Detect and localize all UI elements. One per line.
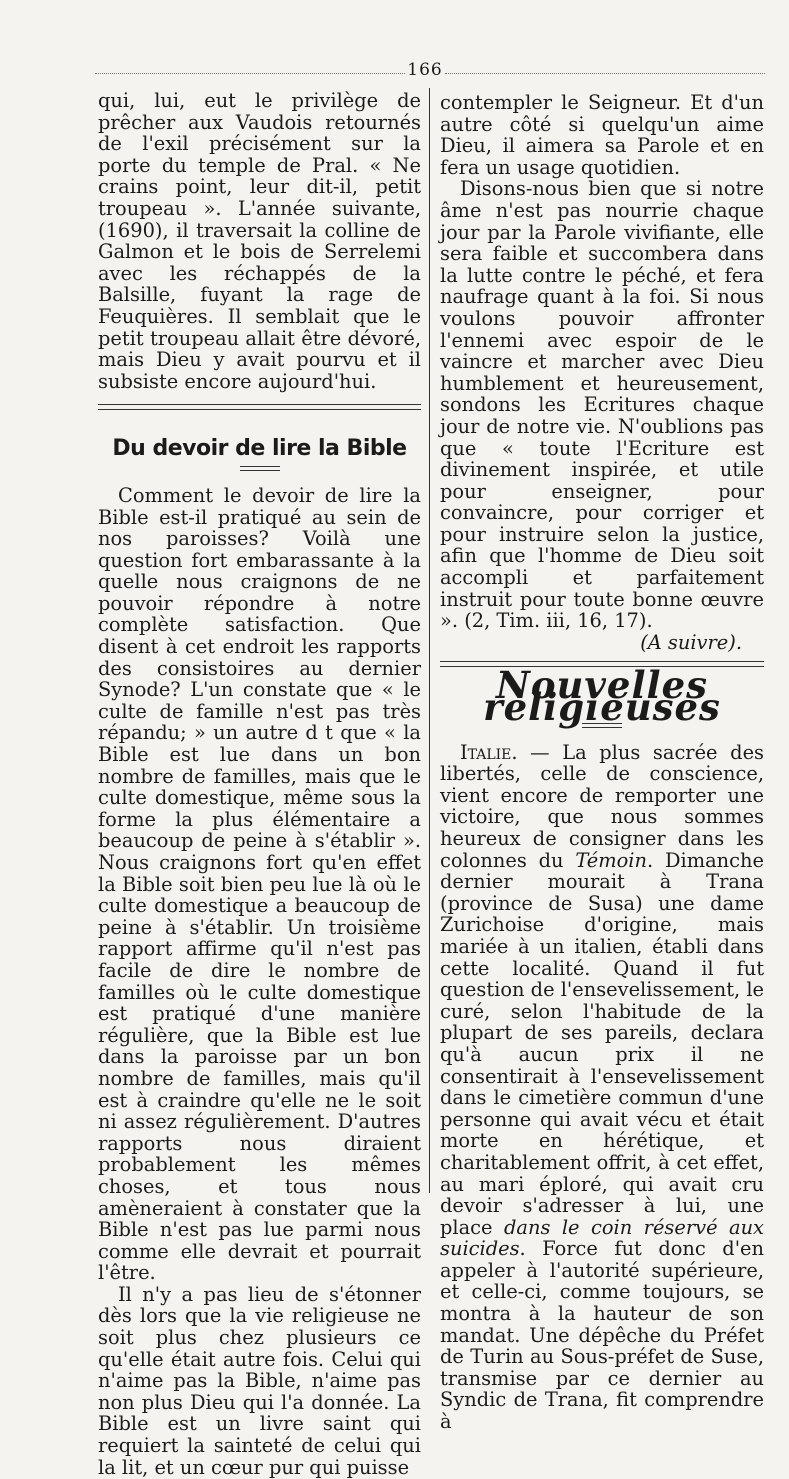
news-text-2: . Dimanche dernier mourait à Trana (province de Susa) une dame Zurichoise d'origine, mais mariée à un italien, établi dans cette localité. Quand il fut question de l'ensevelissement, le curé, selon l'habitude de la plupart de ses pareils, declara qu'à aucun prix il ne consentirait à l'ensevelissement dans le cimetière commun d'une personne qui avait vécu et était morte en hérétique, et charitablement offrit, à cet effet, au mari éploré, qui avait cru devoir s'adresser à lui, une place [440, 848, 764, 1239]
news-lead: Italie. [460, 740, 518, 764]
page-number: 166 [407, 60, 443, 80]
to-be-continued: (A suivre). [640, 630, 742, 654]
news-text-1: — La plus sacrée des libertés, celle de conscience, vient encore de remporter une victoire, que nous sommes heureux de consigner dans les colonnes du [440, 740, 764, 872]
right-paragraph-1: Disons-nous bien que si notre âme n'est pas nourrie chaque jour par la Parole vivifiante, elle sera faible et succombera dans la lutte contre le péché, et fera naufrage quant à la foi. Si nous voulons pouvoir affronter l'ennemi avec espoir de le vaincre et marcher avec Dieu humblement et heureusement, sondons les Ecritures chaque jour de notre vie. N'oublions pas que « toute l'Ecriture est divinement inspirée, et utile pour enseigner, pour convaincre, pour corriger et pour instruire selon la justice, afin que l'homme de Dieu soit accompli et parfaitement instruit pour toute bonne œuvre ». (2, Tim. iii, 16, 17). [440, 177, 764, 633]
left-paragraph-continuation: qui, lui, eut le privilège de prêcher aux Vaudois retournés de l'exil précisément sur la porte du temple de Pral. « Ne crains point, leur dit-il, petit troupeau ». L'année suivante, (1690), il traversait la colline de Galmon et le bois de Serrelemi avec les réchappés de la Balsille, fuyant la rage de Feuquières. Il semblait que le petit troupeau allait être dévoré, mais Dieu y avait pourvu et il subsiste encore aujourd'hui. [98, 89, 421, 393]
header-rule-left [95, 73, 405, 74]
title-underline [240, 466, 280, 471]
section-title: Du devoir de lire la Bible [112, 436, 407, 462]
news-section-title: Nouvelles religieuses [483, 663, 721, 730]
header-rule-right [445, 73, 765, 74]
left-column [98, 90, 421, 1478]
news-paragraph [440, 742, 764, 1433]
column-divider [429, 88, 430, 1193]
right-paragraph-continuation: contempler le Seigneur. Et d'un autre côté si quelqu'un aime Dieu, il aimera sa Parole et en fera un usage quotidien. [440, 91, 764, 179]
left-paragraph-2: Il n'y a pas lieu de s'étonner dès lors que la vie religieuse ne soit plus chez plusieurs ce qu'elle était autre fois. Celui qui n'aime pas la Bible, n'aime pas non plus Dieu qui l'a donnée. La Bible est un livre saint qui requiert la sainteté de celui qui la lit, et un cœur pur qui puisse [98, 1282, 421, 1479]
news-italic-phrase: dans le coin réservé aux suicides [440, 1215, 764, 1261]
news-paper-name: Témoin [575, 848, 647, 872]
left-paragraph-1: Comment le devoir de lire la Bible est-il pratiqué au sein de nos paroisses? Voilà une question fort embarassante à la quelle nous craignons de ne pouvoir répondre à notre complète satisfaction. Que disent à cet endroit les rapports des consistoires au dernier Synode? L'un constate que « le culte de famille n'est pas très répandu; » un autre d t que « la Bible est lue dans un bon nombre de familles, mais que le culte domestique, même sous la forme la plus élémentaire a beaucoup de peine à s'établir ». Nous craignons fort qu'en effet la Bible soit bien peu lue là où le culte domestique a beaucoup de peine à s'établir. Un troisième rapport affirme qu'il n'est pas facile de dire le nombre de familles où le culte domestique est pratiqué d'une manière régulière, que la Bible est lue dans la paroisse par un bon nombre de familles, mais qu'il est à craindre qu'elle ne le soit ni assez régulièrement. D'autres rapports nous diraient probablement les mêmes choses, et tous nous amèneraient à constater que la Bible n'est pas lue parmi nous comme elle devrait et pourrait l'être. [98, 483, 421, 1285]
news-text-3: . Force fut donc d'en appeler à l'autorité supérieure, et celle-ci, comme toujours, se montra à la hauteur de son mandat. Une dépêche du Préfet de Turin au Sous-préfet de Suse, transmise par ce dernier au Syndic de Trana, fit comprendre à [440, 1237, 764, 1434]
section-separator [98, 404, 421, 410]
